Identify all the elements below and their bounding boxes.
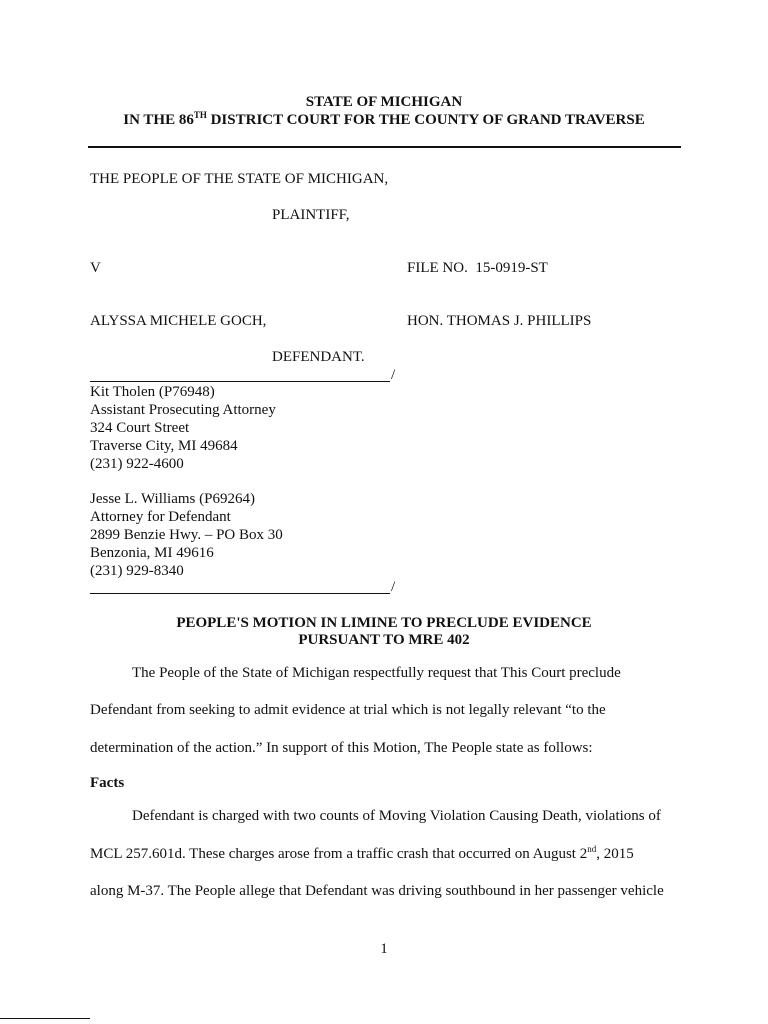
- defense-line: Attorney for Defendant: [90, 509, 231, 525]
- motion-title-line1: PEOPLE'S MOTION IN LIMINE TO PRECLUDE EVIDENCE: [176, 615, 592, 631]
- defendant-role: DEFENDANT.: [272, 349, 365, 365]
- file-number-label: FILE NO.: [407, 260, 468, 276]
- prosecutor-line: 324 Court Street: [90, 420, 190, 436]
- para2-line2: [90, 846, 634, 863]
- para1-line2: Defendant from seeking to admit evidence at trial which is not legally relevant “to the: [90, 702, 606, 718]
- page-number: 1: [380, 941, 388, 957]
- caption-state: STATE OF MICHIGAN: [305, 94, 463, 110]
- parties-slash: /: [391, 367, 396, 383]
- counsel-rule: [90, 593, 390, 594]
- file-number-value: 15-0919-ST: [475, 260, 548, 276]
- parties-rule: [90, 381, 390, 382]
- prosecutor-line: Traverse City, MI 49684: [90, 438, 238, 454]
- para1-line1: The People of the State of Michigan respectfully request that This Court preclude: [132, 665, 621, 681]
- plaintiff-role: PLAINTIFF,: [272, 207, 350, 223]
- versus: V: [90, 260, 101, 276]
- para2-line2-post: , 2015: [596, 846, 634, 862]
- caption-rule: [88, 146, 681, 148]
- caption-court-sup: TH: [193, 110, 207, 120]
- para2-line2-pre: MCL 257.601d. These charges arose from a traffic crash that occurred on August 2: [90, 846, 588, 862]
- prosecutor-line: (231) 922-4600: [90, 456, 184, 472]
- judge-name: HON. THOMAS J. PHILLIPS: [407, 313, 592, 329]
- prosecutor-line: Assistant Prosecuting Attorney: [90, 402, 276, 418]
- defense-line: Benzonia, MI 49616: [90, 545, 214, 561]
- file-number: [407, 259, 548, 277]
- footnote-rule: [0, 1018, 90, 1019]
- defense-line: Jesse L. Williams (P69264): [90, 491, 255, 507]
- ordinal-suffix: nd: [587, 844, 597, 854]
- plaintiff-name: THE PEOPLE OF THE STATE OF MICHIGAN,: [90, 171, 389, 187]
- motion-title-line2: PURSUANT TO MRE 402: [298, 632, 470, 648]
- defendant-name: ALYSSA MICHELE GOCH,: [90, 313, 267, 329]
- caption-court-pre: IN THE 86: [123, 112, 194, 128]
- caption-court-post: DISTRICT COURT FOR THE COUNTY OF GRAND TRAVERSE: [206, 112, 645, 128]
- facts-heading: Facts: [90, 775, 125, 791]
- para1-line3: determination of the action.” In support of this Motion, The People state as follows:: [90, 740, 593, 756]
- prosecutor-line: Kit Tholen (P76948): [90, 384, 215, 400]
- prosecutor-block: [90, 383, 276, 473]
- counsel-slash: /: [391, 579, 396, 595]
- defense-line: 2899 Benzie Hwy. – PO Box 30: [90, 527, 283, 543]
- para2-line1: Defendant is charged with two counts of Moving Violation Causing Death, violations of: [132, 808, 661, 824]
- defense-line: (231) 929-8340: [90, 563, 184, 579]
- defense-block: [90, 490, 283, 580]
- para2-line3: along M-37. The People allege that Defendant was driving southbound in her passenger vehicle: [90, 883, 664, 899]
- caption-court: [0, 111, 768, 129]
